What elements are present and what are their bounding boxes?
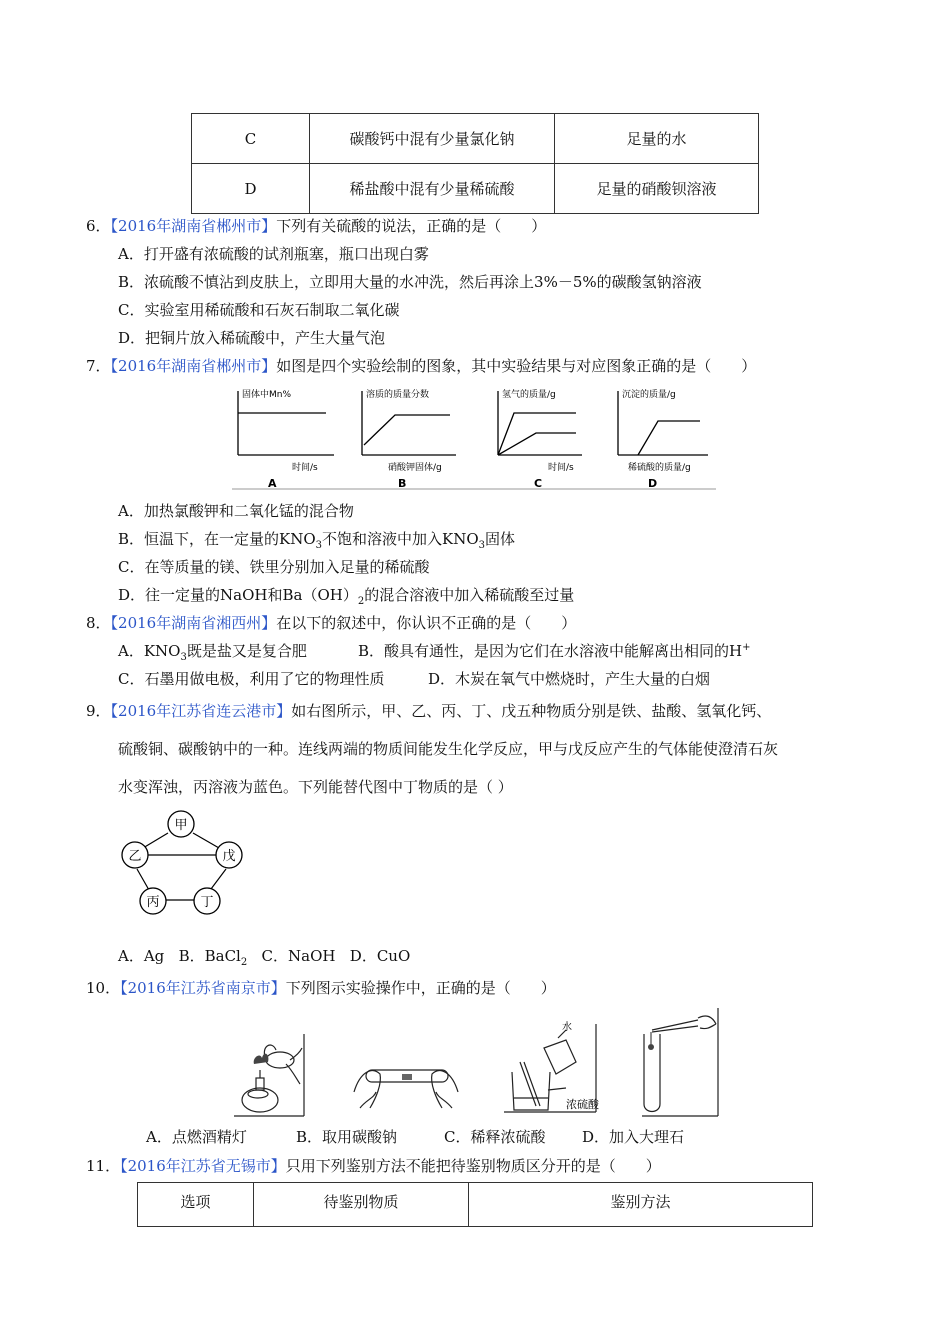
table-header: 待鉴别物质: [254, 1183, 469, 1227]
q7-graphs: [230, 383, 720, 495]
graph-c-xlabel: 时间/s: [548, 463, 574, 473]
q10-option-d: D．加入大理石: [582, 1128, 685, 1146]
graph-a-ylabel: 固体中Mn%: [242, 390, 292, 400]
q7-option-d: D．往一定量的NaOH和$Ba(OH)_2$的混合溶液中加入稀硫酸至过量: [118, 586, 575, 607]
q10-option-b: B．取用碳酸钠: [296, 1128, 398, 1146]
graph-c-letter: C: [534, 477, 543, 490]
top-table: [191, 113, 759, 214]
node-bing-label: 丙: [146, 895, 160, 910]
q7-option-b: B．恒温下，在一定量的$KNO_3$不饱和溶液中加入$KNO_3$固体: [118, 530, 516, 551]
question-6: [86, 215, 546, 236]
graph-d-letter: D: [648, 477, 658, 490]
link-ding-wu: [211, 869, 226, 889]
q6-option-c: C．实验室用稀硫酸和石灰石制取二氧化碳: [118, 301, 400, 319]
question-7: [86, 355, 756, 376]
question-source: 【2016年湖南省郴州市】: [110, 217, 277, 235]
q10-figure-b: [346, 1048, 466, 1120]
graph-c-curve-2: [498, 433, 576, 455]
link-yi-bing: [137, 869, 149, 890]
table-header: 选项: [138, 1183, 254, 1227]
graph-d-ylabel: 沉淀的质量/g: [622, 390, 676, 400]
q9-option-b: B．BaCl$_2$: [178, 947, 248, 968]
graph-b-xlabel: 硝酸钾固体/g: [388, 463, 442, 473]
q6-option-a: A．打开盛有浓硫酸的试剂瓶塞，瓶口出现白雾: [118, 245, 429, 263]
graph-a-xlabel: 时间/s: [292, 463, 318, 473]
table-cell: D: [192, 164, 310, 214]
table-cell: 碳酸钙中混有少量氯化钠: [310, 114, 555, 164]
question-source: 【2016年江苏省南京市】: [120, 979, 286, 997]
q8-option-b: B．酸具有通性，是因为它们在水溶液中能解离出相同的H+: [358, 642, 751, 660]
acid-label: 浓硫酸: [566, 1099, 599, 1111]
q10-option-a: A．点燃酒精灯: [146, 1128, 247, 1146]
q9-stem-line2: 硫酸铜、碳酸钠中的一种。连线两端的物质间能发生化学反应，甲与戊反应产生的气体能使澄清石灰: [118, 740, 779, 758]
water-label: 水: [562, 1022, 572, 1033]
graph-b-ylabel: 溶质的质量分数: [366, 390, 430, 400]
question-9: [86, 700, 771, 721]
graph-b-letter: B: [398, 477, 407, 490]
graph-a: [238, 388, 334, 490]
question-number: 10．: [86, 979, 121, 997]
q9-option-a: A．Ag: [118, 947, 165, 965]
question-stem: 下列图示实验操作中，正确的是（ ）: [285, 979, 556, 997]
q7-graphs-svg: [230, 383, 720, 495]
question-10: [86, 977, 556, 998]
q6-option-d: D．把铜片放入稀硫酸中，产生大量气泡: [118, 329, 386, 347]
table-cell: 稀盐酸中混有少量稀硫酸: [310, 164, 555, 214]
question-stem: 在以下的叙述中，你认识不正确的是（ ）: [276, 614, 577, 632]
link-jia-wu: [193, 833, 219, 848]
node-wu-label: 戊: [222, 849, 236, 864]
q6-option-b: B．浓硫酸不慎沾到皮肤上，立即用大量的水冲洗，然后再涂上3%－5%的碳酸氢钠溶液: [118, 273, 702, 291]
question-stem: 只用下列鉴别方法不能把待鉴别物质区分开的是（ ）: [285, 1157, 661, 1175]
q9-options: [118, 945, 410, 968]
graph-b-curve: [364, 415, 450, 445]
question-source: 【2016年江苏省连云港市】: [110, 702, 292, 720]
q10-figure-d: [640, 1004, 720, 1118]
question-11: [86, 1155, 661, 1176]
question-source: 【2016年湖南省郴州市】: [110, 357, 277, 375]
question-source: 【2016年湖南省湘西州】: [110, 614, 277, 632]
test-tube-tweezers-icon: [640, 1004, 720, 1118]
q9-option-c: C．NaOH: [261, 947, 336, 965]
node-ding-label: 丁: [200, 895, 214, 910]
graph-a-letter: A: [268, 477, 277, 490]
q8-option-d: D．木炭在氧气中燃烧时，产生大量的白烟: [428, 670, 711, 688]
graph-b: [362, 388, 456, 490]
q10-figure-a: [230, 1030, 308, 1120]
question-stem: 下列有关硫酸的说法，正确的是（ ）: [276, 217, 547, 235]
alcohol-lamp-icon: [230, 1030, 308, 1120]
question-number: 9．: [86, 702, 111, 720]
table-cell: C: [192, 114, 310, 164]
question-number: 7．: [86, 357, 111, 375]
node-jia-label: 甲: [174, 818, 188, 833]
question-stem: 如图是四个实验绘制的图象，其中实验结果与对应图象正确的是（ ）: [276, 357, 757, 375]
q8-option-a: A．$KNO_3$既是盐又是复合肥: [118, 642, 307, 663]
table-cell: 足量的硝酸钡溶液: [555, 164, 759, 214]
link-jia-yi: [143, 833, 168, 848]
q9-stem-line3: 水变浑浊，丙溶液为蓝色。下列能替代图中丁物质的是（ ）: [118, 778, 513, 796]
graph-d-xlabel: 稀硫酸的质量/g: [628, 463, 691, 473]
table-header: 鉴别方法: [469, 1183, 813, 1227]
question-8: [86, 612, 576, 633]
question-number: 6．: [86, 217, 111, 235]
graph-d-curve: [638, 421, 700, 455]
beaker-dilution-icon: [500, 1018, 602, 1118]
q8-option-c: C．石墨用做电极，利用了它的物理性质: [118, 670, 385, 688]
question-source: 【2016年江苏省无锡市】: [120, 1157, 286, 1175]
graph-c: [498, 388, 582, 490]
q11-table: [137, 1182, 813, 1227]
table-cell: 足量的水: [555, 114, 759, 164]
q9-diagram: [115, 810, 250, 918]
graph-c-ylabel: 氢气的质量/g: [502, 390, 556, 400]
question-number: 11．: [86, 1157, 121, 1175]
node-yi-label: 乙: [128, 849, 142, 864]
q10-option-c: C．稀释浓硫酸: [444, 1128, 546, 1146]
q10-figure-c: [500, 1018, 602, 1118]
question-stem: 如右图所示，甲、乙、丙、丁、戊五种物质分别是铁、盐酸、氢氧化钙、: [291, 702, 772, 720]
test-tube-hands-icon: [346, 1048, 466, 1120]
q7-option-a: A．加热氯酸钾和二氧化锰的混合物: [118, 502, 354, 520]
q9-option-d: D．CuO: [349, 947, 411, 965]
graph-d: [618, 388, 708, 490]
question-number: 8．: [86, 614, 111, 632]
q7-option-c: C．在等质量的镁、铁里分别加入足量的稀硫酸: [118, 558, 430, 576]
q9-diagram-svg: [115, 810, 250, 918]
